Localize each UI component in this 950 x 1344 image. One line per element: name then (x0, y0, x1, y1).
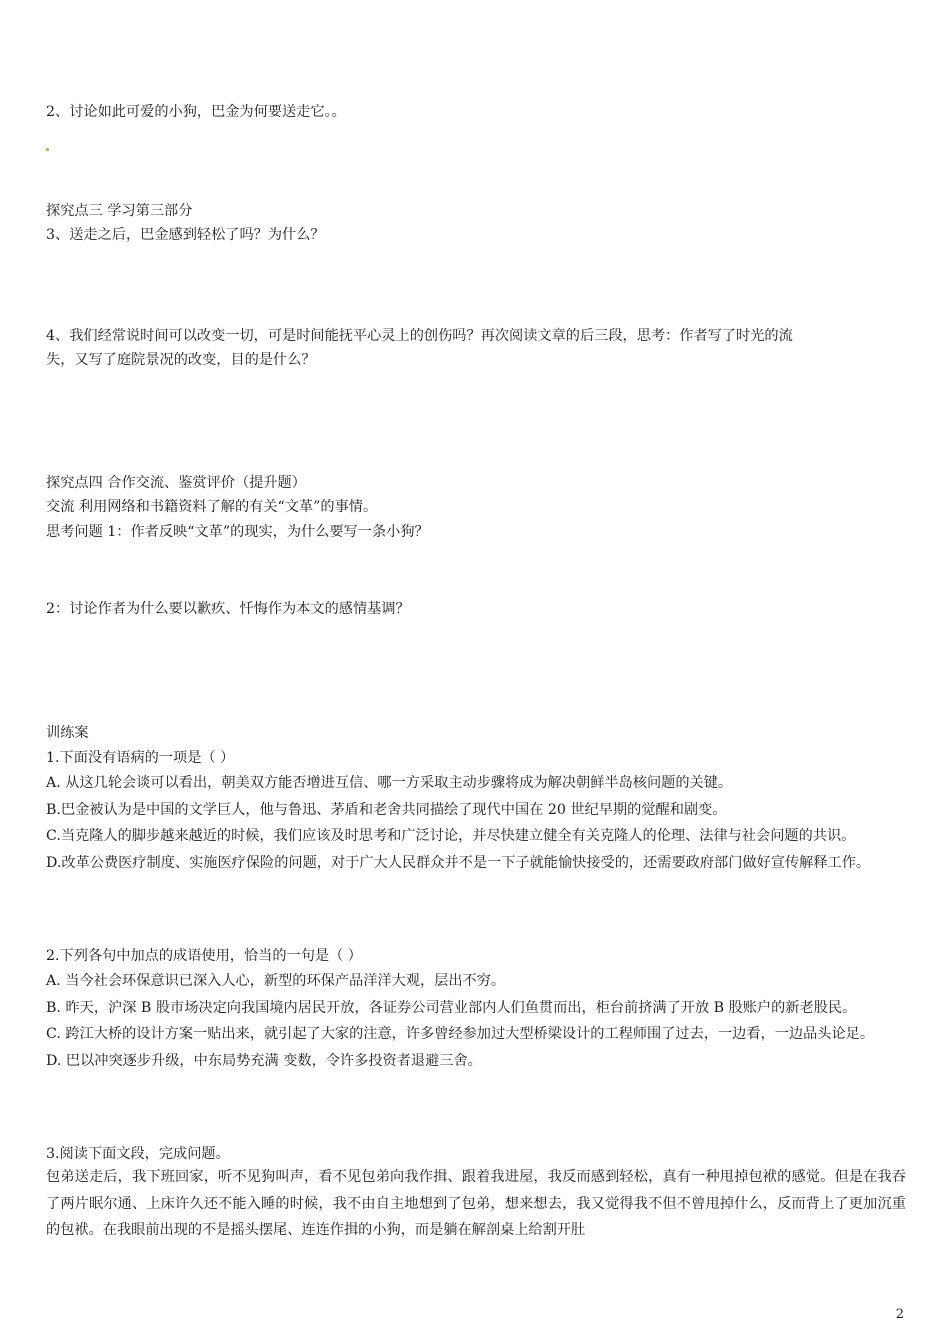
exercise-1-option-a: A. 从这几轮会谈可以看出，朝美双方能否增进互信、哪一方采取主动步骤将成为解决朝鲜半岛核问题的关键。 (46, 775, 733, 791)
page-number: 2 (895, 1307, 904, 1322)
training-heading: 训练案 (46, 725, 89, 741)
question-4-line2: 失，又写了庭院景况的改变，目的是什么？ (46, 352, 316, 368)
exercise-1-option-d: D.改革公费医疗制度、实施医疗保险的问题，对于广大人民群众并不是一下子就能愉快接受的，还需要政府部门做好宣传解释工作。 (46, 854, 871, 871)
exercise-3-stem: 3.阅读下面文段，完成问题。 (46, 1146, 230, 1162)
question-3: 3、送走之后，巴金感到轻松了吗？为什么？ (46, 227, 325, 243)
exercise-1-option-b: B.巴金被认为是中国的文学巨人，他与鲁迅、茅盾和老舍共同描绘了现代中国在 20 世纪早期的觉醒和剧变。 (46, 801, 727, 818)
exercise-1-options (46, 770, 906, 876)
exercise-3-passage: 包弟送走后，我下班回家，听不见狗叫声，看不见包弟向我作揖、跟着我进屋，我反而感到轻松，真有一种甩掉包袱的感觉。但是在我吞了两片眠尔通、上床许久还不能入睡的时候，我不由自主地想到了包弟，想来想去，我又觉得我不但不曾甩掉什么，反而背上了更加沉重的包袱。在我眼前出现的不是摇头摆尾、连连作揖的小狗，而是躺在解剖桌上给割开肚 (46, 1169, 906, 1238)
exercise-2-option-c: C. 跨江大桥的设计方案一贴出来，就引起了大家的注意，许多曾经参加过大型桥梁设计的工程师围了过去，一边看，一边品头论足。 (46, 1026, 875, 1042)
question-2: 2、讨论如此可爱的小狗，巴金为何要送走它。。 (46, 104, 346, 120)
exercise-1-option-c: C.当克隆人的脚步越来越近的时候，我们应该及时思考和广泛讨论，并尽快建立健全有关克隆人的伦理、法律与社会问题的共识。 (46, 828, 856, 844)
exercise-2-stem: 2.下列各句中加点的成语使用，恰当的一句是（ ） (46, 948, 362, 964)
exercise-2-options (46, 968, 906, 1074)
section-3-title: 探究点三 学习第三部分 (46, 203, 193, 219)
section-4-title: 探究点四 合作交流、鉴赏评价（提升题） (46, 475, 306, 491)
question-4-line1: 4、我们经常说时间可以改变一切，可是时间能抚平心灵上的创伤吗？再次阅读文章的后三段，思考：作者写了时光的流 (46, 328, 793, 344)
exchange-line: 交流 利用网络和书籍资料了解的有关“文革”的事情。 (46, 499, 378, 515)
think-question-2: 2：讨论作者为什么要以歉疚、忏悔作为本文的感情基调？ (46, 601, 410, 617)
exercise-1-stem: 1.下面没有语病的一项是（ ） (46, 750, 235, 766)
exercise-2-option-a: A. 当今社会环保意识已深入人心，新型的环保产品洋洋大观，层出不穷。 (46, 973, 506, 989)
exercise-2-option-b: B. 昨天，沪深 B 股市场决定向我国境内居民开放，各证券公司营业部内人们鱼贯而出，柜台前挤满了开放 B 股账户的新老股民。 (46, 999, 857, 1016)
stray-mark (46, 148, 49, 151)
think-question-1: 思考问题 1：作者反映“文革”的现实，为什么要写一条小狗？ (46, 524, 429, 540)
exercise-2-option-d: D. 巴以冲突逐步升级，中东局势充满 变数，令许多投资者退避三舍。 (46, 1052, 482, 1069)
